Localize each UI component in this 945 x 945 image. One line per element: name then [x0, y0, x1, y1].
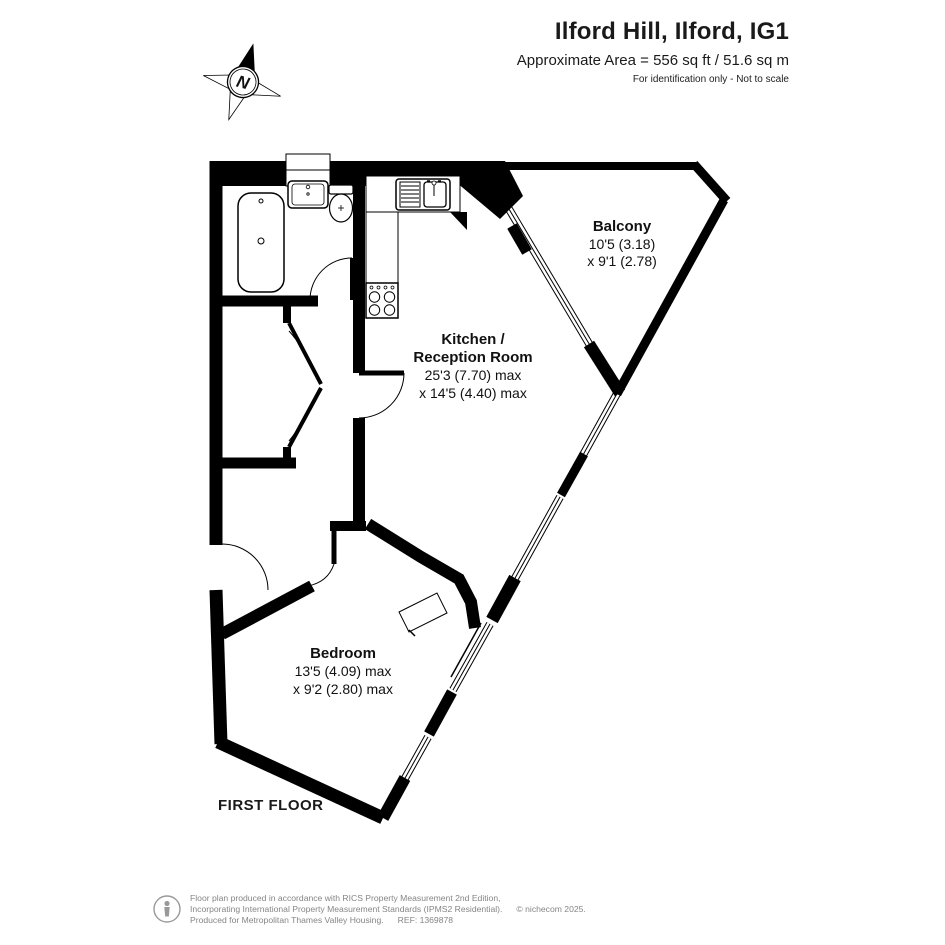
bathroom-door	[310, 258, 352, 300]
compass-north-label: N	[234, 71, 252, 94]
balcony-name: Balcony	[592, 218, 652, 235]
balcony-label	[587, 218, 657, 269]
footer-line-2: Incorporating International Property Measurement Standards (IPMS2 Residential).	[190, 904, 503, 914]
kitchen-dim-1: 25'3 (7.70) max	[424, 367, 522, 383]
bedroom-dim-1: 13'5 (4.09) max	[294, 663, 392, 679]
wardrobe	[399, 593, 447, 636]
floor-label: FIRST FLOOR	[218, 797, 324, 814]
nichecom-logo-icon	[152, 893, 182, 927]
entrance-door	[222, 544, 268, 590]
footer-ref: REF: 1369878	[397, 915, 454, 925]
closet-double-doors	[289, 323, 321, 447]
window-kitchen-lower	[514, 497, 560, 580]
kitchen-sink	[396, 179, 450, 210]
window-bedroom	[404, 737, 428, 780]
toilet	[329, 185, 353, 222]
bedroom-door	[308, 528, 334, 586]
balcony-dim-1: 10'5 (3.18)	[588, 236, 656, 252]
kitchen-dim-2: x 14'5 (4.40) max	[419, 385, 527, 401]
footer-line-3: Produced for Metropolitan Thames Valley Housing.	[190, 915, 384, 925]
kitchen-door	[359, 373, 404, 418]
compass	[194, 33, 292, 131]
kitchen-name-1: Kitchen /	[441, 331, 505, 348]
balcony-glazing	[503, 199, 591, 347]
balcony-dim-2: x 9'1 (2.78)	[587, 253, 657, 269]
kitchen-name-2: Reception Room	[413, 349, 533, 366]
footer-text	[190, 893, 586, 926]
bedroom-label	[293, 645, 393, 697]
footer-copyright: © nichecom 2025.	[516, 904, 586, 914]
windows	[404, 199, 619, 780]
page-title: Ilford Hill, Ilford, IG1	[554, 18, 789, 45]
sink-basin	[288, 181, 328, 208]
bedroom-dim-2: x 9'2 (2.80) max	[293, 681, 393, 697]
kitchen-label	[413, 331, 532, 401]
bedroom-name: Bedroom	[310, 645, 376, 662]
disclaimer-text: For identification only - Not to scale	[632, 74, 789, 85]
bathtub	[238, 193, 284, 292]
approximate-area: Approximate Area = 556 sq ft / 51.6 sq m	[516, 52, 789, 69]
window-kitchen-upper	[583, 390, 619, 455]
footer	[152, 893, 586, 927]
hob	[366, 283, 398, 318]
footer-line-1: Floor plan produced in accordance with RICS Property Measurement 2nd Edition,	[190, 893, 501, 903]
sliding-door-bedroom	[451, 623, 490, 690]
